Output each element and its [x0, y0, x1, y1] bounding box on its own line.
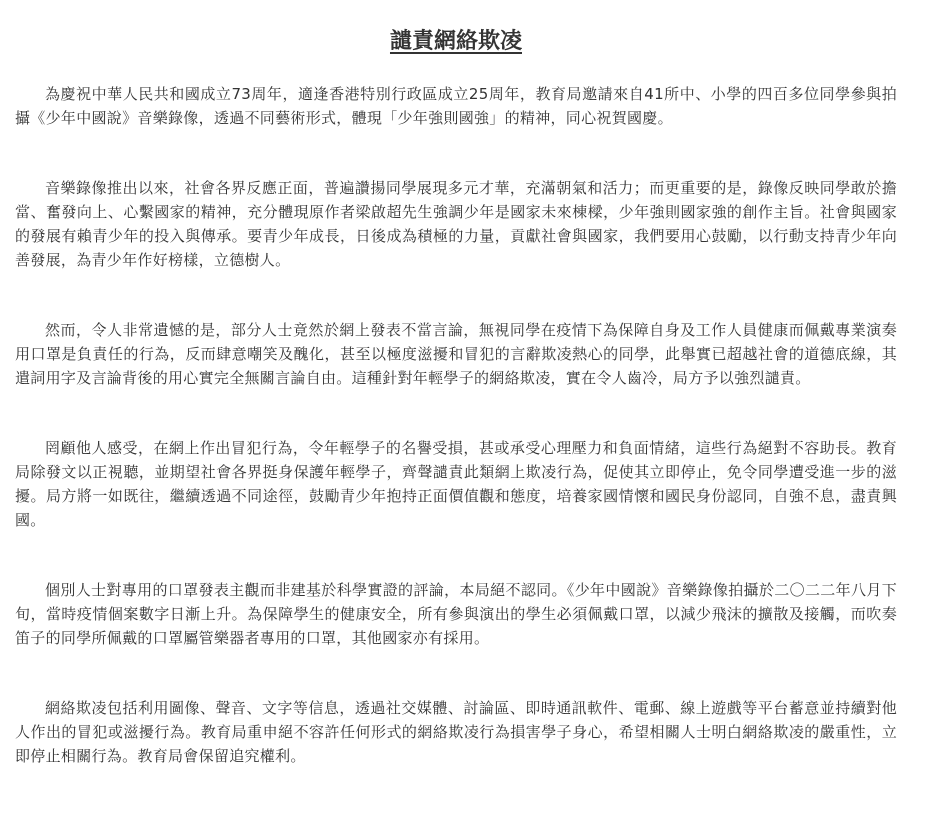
paragraph-6: 網絡欺凌包括利用圖像、聲音、文字等信息，透過社交媒體、討論區、即時通訊軟件、電郵、線上遊戲等平台蓄意並持續對他人作出的冒犯或滋擾行為。教育局重申絕不容許任何形式的網絡欺凌行為損害學子身心，希望相關人士明白網絡欺凌的嚴重性，立即停止相關行為。教育局會保留追究權利。 [15, 699, 897, 765]
page-title: 譴責網絡欺凌 [389, 29, 522, 54]
paragraph-1: 為慶祝中華人民共和國成立73周年，適逢香港特別行政區成立25周年，教育局邀請來自41所中、小學的四百多位同學參與拍攝《少年中國說》音樂錄像，透過不同藝術形式，體現「少年強則國強」的精神，同心祝賀國慶。 [15, 85, 897, 127]
paragraph-4: 罔顧他人感受，在網上作出冒犯行為，令年輕學子的名譽受損，甚或承受心理壓力和負面情緒，這些行為絕對不容助長。教育局除發文以正視聽，並期望社會各界挺身保護年輕學子，齊聲譴責此類網上欺凌行為，促使其立即停止，免令同學遭受進一步的滋擾。局方將一如既往，繼續透過不同途徑，鼓勵青少年抱持正面價值觀和態度，培養家國情懷和國民身份認同，自強不息，盡責興國。 [15, 439, 897, 529]
paragraph-5: 個別人士對專用的口罩發表主觀而非建基於科學實證的評論，本局絕不認同。《少年中國說》音樂錄像拍攝於二〇二二年八月下旬，當時疫情個案數字日漸上升。為保障學生的健康安全，所有參與演出的學生必須佩戴口罩，以減少飛沫的擴散及接觸，而吹奏笛子的同學所佩戴的口罩屬管樂器者專用的口罩，其他國家亦有採用。 [15, 581, 897, 647]
paragraph-3: 然而，令人非常遺憾的是，部分人士竟然於網上發表不當言論，無視同學在疫情下為保障自身及工作人員健康而佩戴專業演奏用口罩是負責任的行為，反而肆意嘲笑及醜化，甚至以極度滋擾和冒犯的言辭欺凌熱心的同學，此舉實已超越社會的道德底線，其遣詞用字及言論背後的用心實完全無關言論自由。這種針對年輕學子的網絡欺凌，實在令人齒冷，局方予以強烈譴責。 [15, 321, 897, 387]
paragraph-2: 音樂錄像推出以來，社會各界反應正面，普遍讚揚同學展現多元才華，充滿朝氣和活力；而更重要的是，錄像反映同學敢於擔當、奮發向上、心繫國家的精神，充分體現原作者梁啟超先生強調少年是國家未來棟樑，少年強則國家強的創作主旨。社會與國家的發展有賴青少年的投入與傳承。要青少年成長，日後成為積極的力量，貢獻社會與國家，我們要用心鼓勵，以行動支持青少年向善發展，為青少年作好榜樣，立德樹人。 [15, 179, 897, 269]
